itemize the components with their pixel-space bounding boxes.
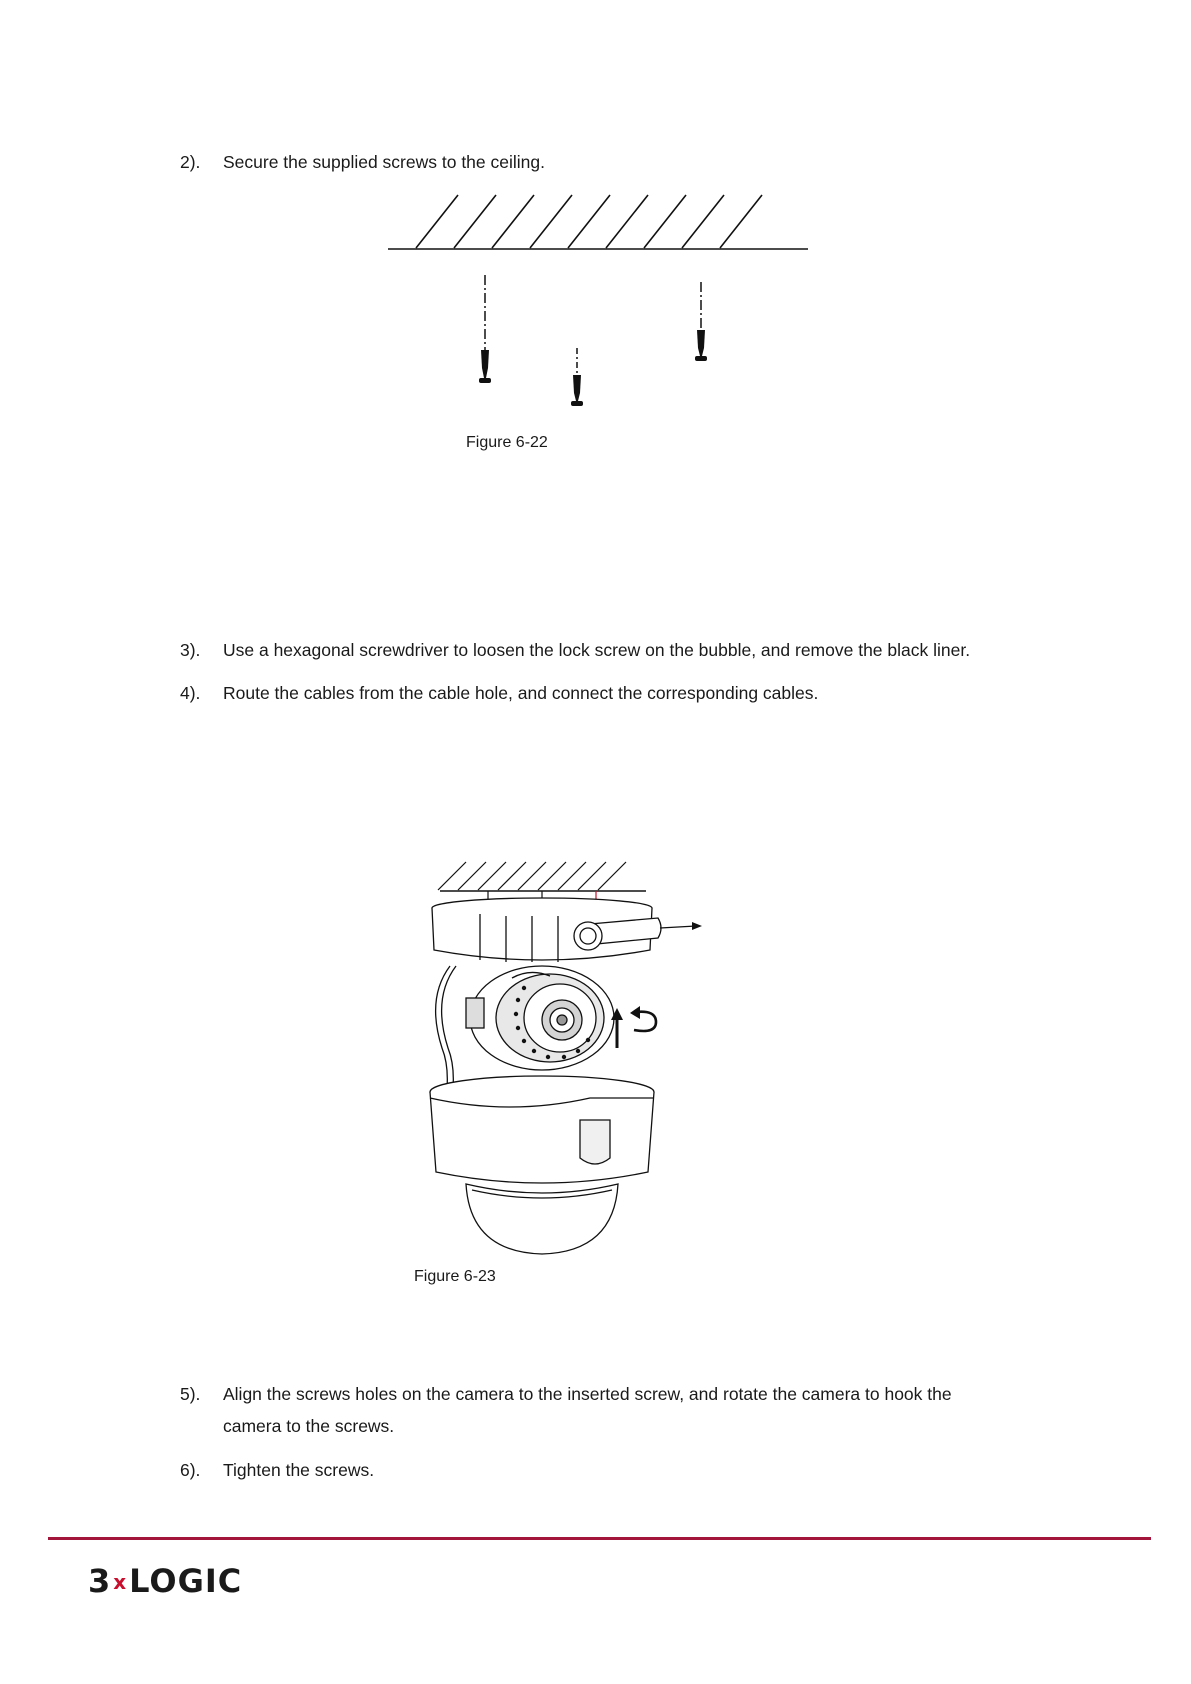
footer-divider: [48, 1537, 1151, 1540]
dome-bubble: [466, 1184, 618, 1254]
figure-caption: Figure 6-22: [466, 434, 548, 451]
ceiling-hatch: [438, 862, 626, 890]
rotate-arrow-icon: [630, 1006, 656, 1031]
screw-icon: [479, 275, 491, 383]
logo-part: 3: [88, 1562, 112, 1600]
step-text-continued: camera to the screws.: [223, 1416, 395, 1436]
screw-icon: [571, 348, 583, 406]
screw-icon: [695, 282, 707, 361]
logo-part: LOGIC: [129, 1562, 243, 1600]
enclosure-cover: [430, 1076, 654, 1183]
company-logo: [88, 1562, 242, 1600]
camera-module: [466, 966, 614, 1070]
step-text: Route the cables from the cable hole, and connect the corresponding cables.: [223, 683, 819, 703]
step-text: Secure the supplied screws to the ceiling.: [223, 152, 545, 172]
ceiling-hatch: [416, 195, 762, 248]
step-text: Tighten the screws.: [223, 1460, 375, 1480]
step-text: Align the screws holes on the camera to the inserted screw, and rotate the camera to hook the: [223, 1384, 952, 1404]
figure-caption: Figure 6-23: [414, 1268, 496, 1285]
figure-ceiling-screws: [380, 190, 820, 410]
step-number: 6).: [180, 1460, 201, 1480]
figure-dome-camera: [420, 858, 720, 1258]
step-number: 3).: [180, 640, 201, 660]
step-number: 2).: [180, 152, 201, 172]
step-text: Use a hexagonal screwdriver to loosen the lock screw on the bubble, and remove the black liner.: [223, 640, 971, 660]
logo-x-mark: x: [113, 1570, 128, 1594]
step-number: 4).: [180, 683, 201, 703]
step-number: 5).: [180, 1384, 201, 1404]
